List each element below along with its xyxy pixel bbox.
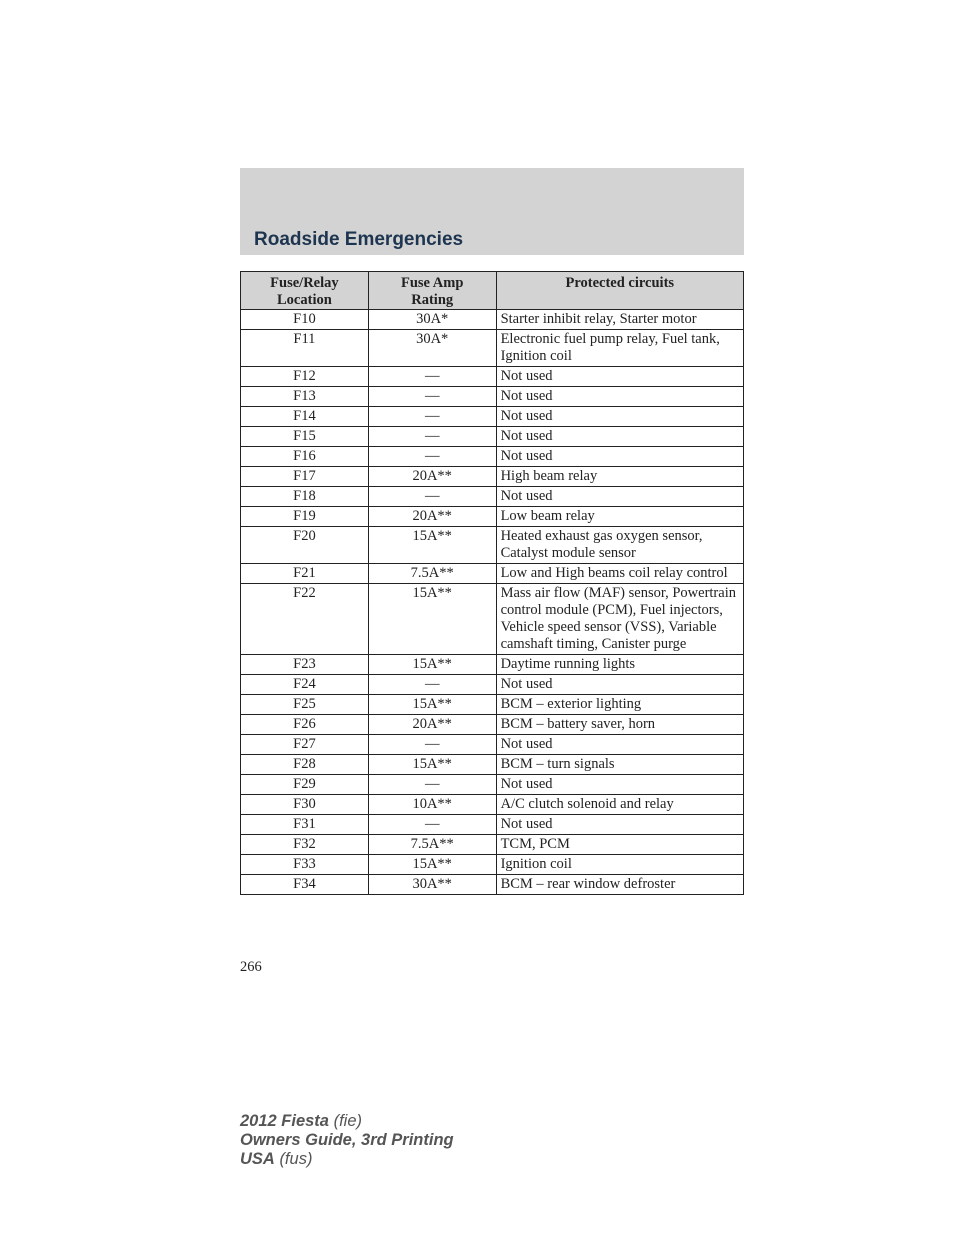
- footer-line-3: [240, 1150, 454, 1169]
- fuse-location-cell: F30: [241, 795, 369, 815]
- table-row: [241, 467, 744, 487]
- fuse-amp-cell: 7.5A**: [368, 564, 496, 584]
- protected-circuits-cell: Not used: [496, 447, 743, 467]
- fuse-location-cell: F16: [241, 447, 369, 467]
- fuse-location-cell: F19: [241, 507, 369, 527]
- protected-circuits-cell: Not used: [496, 815, 743, 835]
- column-header-location: Fuse/Relay Location: [241, 272, 369, 310]
- table-header-row: [241, 272, 744, 310]
- fuse-amp-cell: —: [368, 367, 496, 387]
- protected-circuits-cell: Low beam relay: [496, 507, 743, 527]
- fuse-location-cell: F25: [241, 695, 369, 715]
- fuse-amp-cell: 20A**: [368, 715, 496, 735]
- table-row: [241, 695, 744, 715]
- fuse-location-cell: F33: [241, 855, 369, 875]
- protected-circuits-cell: Electronic fuel pump relay, Fuel tank, Ignition coil: [496, 330, 743, 367]
- column-header-protected-circuits: Protected circuits: [496, 272, 743, 310]
- table-row: [241, 675, 744, 695]
- fuse-location-cell: F15: [241, 427, 369, 447]
- table-row: [241, 407, 744, 427]
- fuse-amp-cell: 15A**: [368, 584, 496, 655]
- table-row: [241, 387, 744, 407]
- fuse-amp-cell: 15A**: [368, 755, 496, 775]
- table-row: [241, 755, 744, 775]
- protected-circuits-cell: Not used: [496, 735, 743, 755]
- column-header-amp-rating: Fuse Amp Rating: [368, 272, 496, 310]
- protected-circuits-cell: Not used: [496, 367, 743, 387]
- section-header: [240, 168, 744, 255]
- fuse-location-cell: F28: [241, 755, 369, 775]
- protected-circuits-cell: High beam relay: [496, 467, 743, 487]
- fuse-amp-cell: 7.5A**: [368, 835, 496, 855]
- fuse-location-cell: F17: [241, 467, 369, 487]
- protected-circuits-cell: TCM, PCM: [496, 835, 743, 855]
- table-row: [241, 367, 744, 387]
- table-row: [241, 775, 744, 795]
- protected-circuits-cell: BCM – rear window defroster: [496, 875, 743, 895]
- fuse-location-cell: F14: [241, 407, 369, 427]
- protected-circuits-cell: Ignition coil: [496, 855, 743, 875]
- fuse-location-cell: F22: [241, 584, 369, 655]
- protected-circuits-cell: Mass air flow (MAF) sensor, Powertrain control module (PCM), Fuel injectors, Vehicle speed sensor (VSS), Variable camshaft timing, Canister purge: [496, 584, 743, 655]
- footer-line-1: [240, 1112, 454, 1131]
- fuse-table: [240, 271, 744, 895]
- protected-circuits-cell: Heated exhaust gas oxygen sensor, Catalyst module sensor: [496, 527, 743, 564]
- footer-model: 2012 Fiesta: [240, 1112, 329, 1130]
- protected-circuits-cell: Starter inhibit relay, Starter motor: [496, 310, 743, 330]
- protected-circuits-cell: Not used: [496, 427, 743, 447]
- footer-market-code: (fus): [279, 1150, 313, 1168]
- table-row: [241, 715, 744, 735]
- fuse-amp-cell: —: [368, 735, 496, 755]
- table-row: [241, 795, 744, 815]
- fuse-location-cell: F11: [241, 330, 369, 367]
- fuse-location-cell: F29: [241, 775, 369, 795]
- protected-circuits-cell: Low and High beams coil relay control: [496, 564, 743, 584]
- table-row: [241, 487, 744, 507]
- fuse-amp-cell: —: [368, 487, 496, 507]
- fuse-amp-cell: 30A**: [368, 875, 496, 895]
- protected-circuits-cell: BCM – turn signals: [496, 755, 743, 775]
- table-row: [241, 447, 744, 467]
- protected-circuits-cell: Daytime running lights: [496, 655, 743, 675]
- page-number: 266: [240, 959, 262, 975]
- fuse-amp-cell: 30A*: [368, 310, 496, 330]
- table-row: [241, 507, 744, 527]
- fuse-location-cell: F23: [241, 655, 369, 675]
- fuse-amp-cell: 15A**: [368, 855, 496, 875]
- fuse-location-cell: F26: [241, 715, 369, 735]
- table-row: [241, 835, 744, 855]
- fuse-location-cell: F24: [241, 675, 369, 695]
- fuse-location-cell: F32: [241, 835, 369, 855]
- table-row: [241, 655, 744, 675]
- fuse-location-cell: F20: [241, 527, 369, 564]
- table-body: [241, 310, 744, 895]
- footer: [240, 1112, 454, 1169]
- fuse-location-cell: F13: [241, 387, 369, 407]
- table-row: [241, 584, 744, 655]
- protected-circuits-cell: BCM – exterior lighting: [496, 695, 743, 715]
- fuse-location-cell: F12: [241, 367, 369, 387]
- fuse-amp-cell: 20A**: [368, 507, 496, 527]
- table-row: [241, 564, 744, 584]
- fuse-location-cell: F27: [241, 735, 369, 755]
- protected-circuits-cell: Not used: [496, 775, 743, 795]
- fuse-amp-cell: —: [368, 675, 496, 695]
- fuse-amp-cell: 15A**: [368, 695, 496, 715]
- fuse-location-cell: F34: [241, 875, 369, 895]
- table-row: [241, 735, 744, 755]
- fuse-amp-cell: 30A*: [368, 330, 496, 367]
- table-row: [241, 330, 744, 367]
- fuse-amp-cell: 10A**: [368, 795, 496, 815]
- fuse-location-cell: F10: [241, 310, 369, 330]
- table-row: [241, 527, 744, 564]
- protected-circuits-cell: Not used: [496, 675, 743, 695]
- protected-circuits-cell: BCM – battery saver, horn: [496, 715, 743, 735]
- fuse-amp-cell: —: [368, 427, 496, 447]
- fuse-amp-cell: 20A**: [368, 467, 496, 487]
- fuse-amp-cell: —: [368, 447, 496, 467]
- footer-market: USA: [240, 1150, 275, 1168]
- table-row: [241, 310, 744, 330]
- fuse-amp-cell: 15A**: [368, 527, 496, 564]
- table-row: [241, 427, 744, 447]
- fuse-amp-cell: —: [368, 815, 496, 835]
- fuse-location-cell: F18: [241, 487, 369, 507]
- fuse-amp-cell: —: [368, 387, 496, 407]
- protected-circuits-cell: A/C clutch solenoid and relay: [496, 795, 743, 815]
- protected-circuits-cell: Not used: [496, 387, 743, 407]
- footer-line-2: Owners Guide, 3rd Printing: [240, 1131, 454, 1149]
- fuse-amp-cell: 15A**: [368, 655, 496, 675]
- footer-model-code: (fie): [333, 1112, 362, 1130]
- table-row: [241, 855, 744, 875]
- fuse-amp-cell: —: [368, 407, 496, 427]
- protected-circuits-cell: Not used: [496, 407, 743, 427]
- fuse-location-cell: F31: [241, 815, 369, 835]
- fuse-amp-cell: —: [368, 775, 496, 795]
- table-row: [241, 875, 744, 895]
- protected-circuits-cell: Not used: [496, 487, 743, 507]
- section-title: Roadside Emergencies: [254, 229, 464, 250]
- table-row: [241, 815, 744, 835]
- fuse-location-cell: F21: [241, 564, 369, 584]
